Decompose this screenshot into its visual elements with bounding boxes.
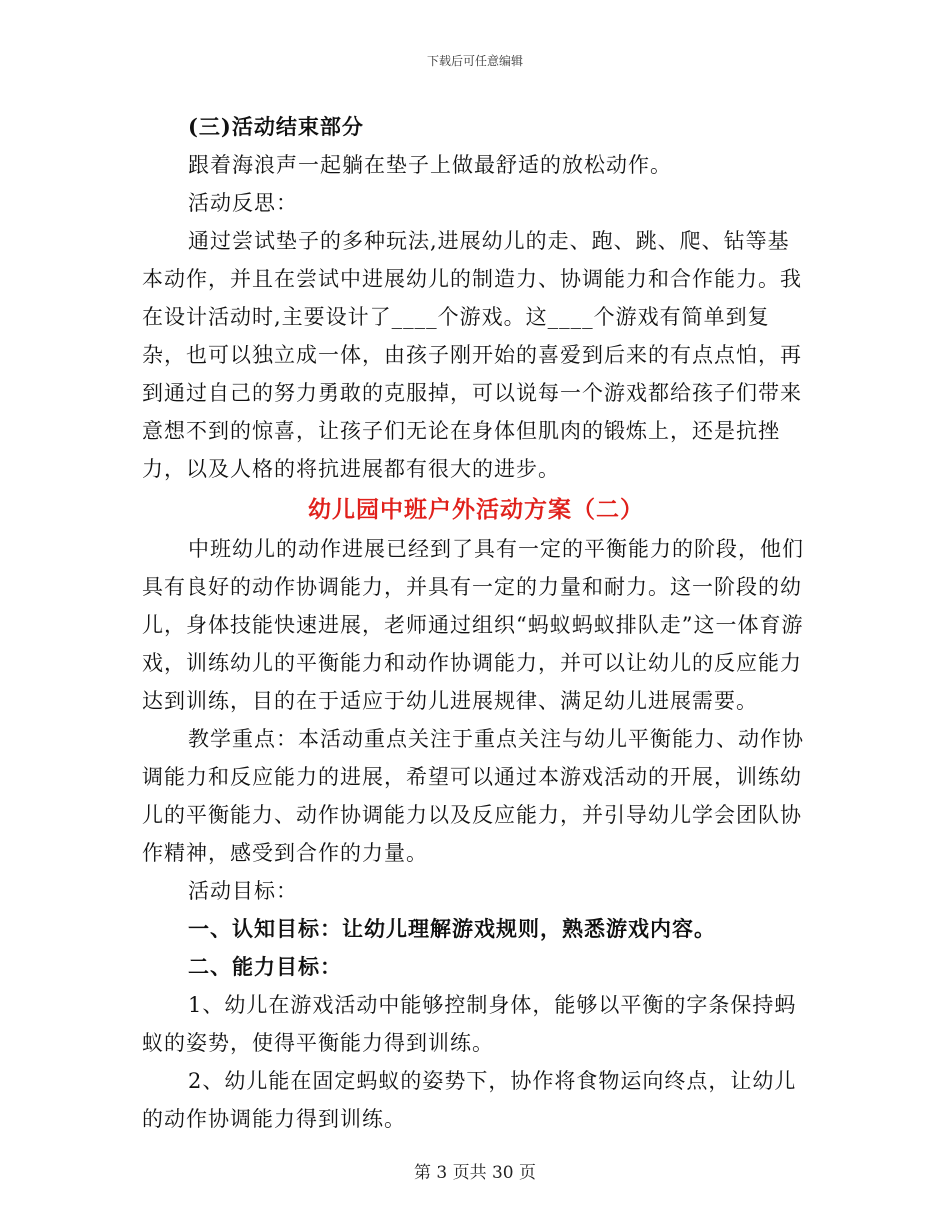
page-footer: 第 3 页共 30 页	[413, 1163, 537, 1183]
focus-paragraph: 教学重点：本活动重点关注于重点关注与幼儿平衡能力、动作协调能力和反应能力的进展，希望可以通过本游戏活动的开展，训练幼儿的平衡能力、动作协调能力以及反应能力，并引导幼儿学会团队协作精神，感受到合作的力量。	[142, 727, 804, 865]
intro-paragraph: 中班幼儿的动作进展已经到了具有一定的平衡能力的阶段，他们具有良好的动作协调能力，并具有一定的力量和耐力。这一阶段的幼儿，身体技能快速进展，老师通过组织“蚂蚁蚂蚁排队走”这一体育游戏，训练幼儿的平衡能力和动作协调能力，并可以让幼儿的反应能力达到训练，目的在于适应于幼儿进展规律、满足幼儿进展需要。	[142, 537, 804, 713]
ability-item-1: 1、幼儿在游戏活动中能够控制身体，能够以平衡的字条保持蚂蚁的姿势，使得平衡能力得到训练。	[142, 993, 797, 1055]
plan-title: 幼儿园中班户外活动方案（二）	[308, 496, 644, 523]
goal-cognitive: 一、认知目标：让幼儿理解游戏规则，熟悉游戏内容。	[188, 916, 716, 941]
reflection-label: 活动反思：	[188, 191, 298, 215]
page-header: 下载后可任意编辑	[426, 54, 523, 68]
goals-label: 活动目标：	[188, 879, 298, 903]
document-body	[142, 108, 810, 1138]
paragraph-relax: 跟着海浪声一起躺在垫子上做最舒适的放松动作。	[188, 153, 672, 177]
ability-item-2: 2、幼儿能在固定蚂蚁的姿势下，协作将食物运向终点，让幼儿的动作协调能力得到训练。	[142, 1069, 797, 1131]
reflection-paragraph: 通过尝试垫子的多种玩法,进展幼儿的走、跑、跳、爬、钻等基本动作，并且在尝试中进展幼儿的制造力、协调能力和合作能力。我在设计活动时,主要设计了____个游戏。这____个游戏有简单到复杂，也可以独立成一体，由孩子刚开始的喜爱到后来的有点点怕，再到通过自己的努力勇敢的克服掉，可以说每一个游戏都给孩子们带来意想不到的惊喜，让孩子们无论在身体但肌肉的锻炼上，还是抗挫力，以及人格的将抗进展都有很大的进步。	[142, 229, 802, 481]
goal-ability: 二、能力目标：	[188, 954, 342, 979]
section-title: (三)活动结束部分	[188, 114, 364, 139]
